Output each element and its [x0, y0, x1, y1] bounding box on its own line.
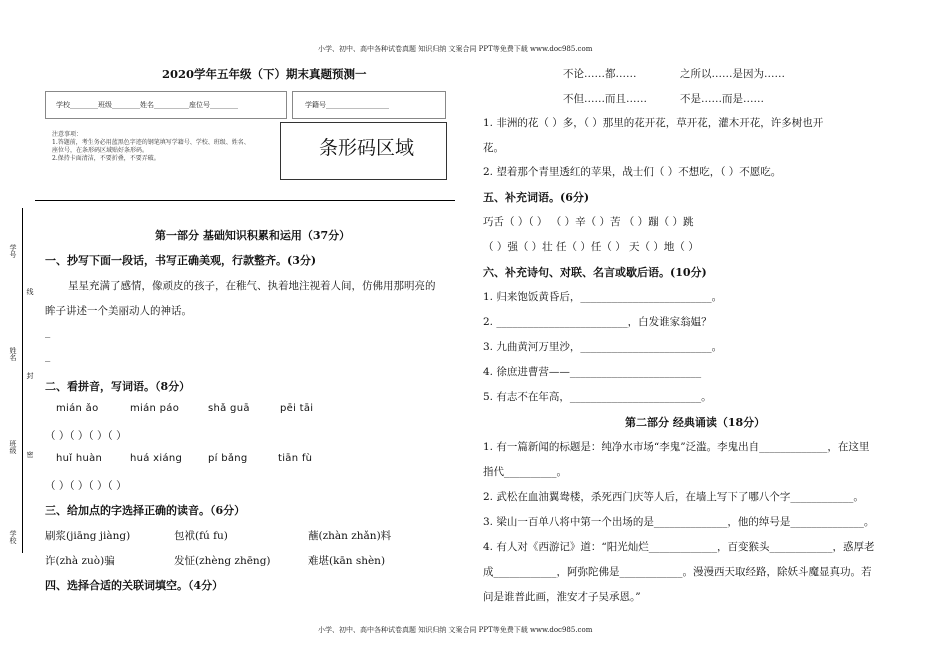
answer-line: _: [45, 350, 51, 362]
classic-question: 指代__________。: [483, 466, 567, 478]
classic-question: 2. 武松在血油翼鸯楼，杀死西门庆等人后，在墙上写下了哪八个字____________。: [483, 491, 864, 503]
binding-line: [22, 208, 23, 553]
barcode-label: 条形码区域: [319, 137, 415, 159]
barcode-area: [280, 122, 447, 180]
margin-label-banji: 班级: [9, 440, 17, 454]
pinyin: mián páo: [130, 403, 180, 414]
answer-line: _: [45, 326, 51, 338]
notes-title: 注意事项：: [52, 131, 83, 138]
fill-line: 2. _________________________，白发谁家翁媪？: [483, 316, 712, 328]
part1-heading: 第一部分 基础知识积累和运用（37分）: [155, 229, 351, 242]
margin-label-xian: 线: [26, 288, 34, 295]
notes-line: 2.保持卡面清洁，不要折叠，不要弄破。: [52, 155, 160, 162]
idiom-row: 巧舌（ ）（ ） （ ）辛（ ）苦 （ ）蹦（ ）跳: [483, 216, 694, 228]
margin-label-xingming: 姓名: [9, 347, 17, 361]
q1-heading: 一、抄写下面一段话，书写正确美观，行款整齐。(3分): [45, 254, 317, 267]
reading-option: 发怔(zhèng zhēng): [174, 555, 271, 567]
reading-option: 难堪(kān shèn): [308, 555, 386, 567]
classic-question: 3. 梁山一百单八将中第一个出场的是______________，他的绰号是______________。: [483, 516, 875, 528]
fill-line: 4. 徐庶进曹营——_________________________: [483, 366, 702, 378]
conjunction-option: 不论……都……: [563, 68, 637, 80]
q1-passage-line1: 星星充满了感情，像顽皮的孩子，在稚气、执着地注视着人间，仿佛用那明亮的: [68, 280, 436, 292]
student-info-text: 学校________班级________姓名__________座位号________: [56, 101, 238, 109]
q1-passage-line2: 眸子讲述一个美丽动人的神话。: [45, 305, 192, 317]
reading-option: 诈(zhà zuò)骗: [45, 555, 115, 567]
classic-question: 成____________，阿弥陀佛是____________。漫漫西天取经路，除妖斗魔显真功。若: [483, 566, 872, 578]
pinyin: pēi tāi: [280, 403, 314, 414]
header-banner: 小学、初中、高中各种试卷真题 知识归纳 文案合同 PPT等免费下载 www.doc985.com: [318, 45, 593, 53]
q5-heading: 五、补充词语。(6分): [483, 191, 590, 204]
q2-heading: 二、看拼音，写词语。（8分）: [45, 380, 191, 393]
margin-label-xuexiao: 学校: [9, 530, 17, 544]
sentence: 花。: [483, 142, 504, 154]
student-info-box: [45, 91, 287, 119]
notes-line: 座位号，在条形码区域贴好条形码。: [52, 147, 149, 154]
student-id-text: 学籍号__________________: [305, 101, 389, 109]
classic-question: 问是谁普此画，淮安才子吴承恩。”: [483, 591, 641, 603]
classic-question: 1. 有一篇新闻的标题是：纯净水市场“李鬼”泛滥。李鬼出自_____________，在这里: [483, 441, 870, 453]
idiom-row: （ ）强（ ）壮 任（ ）任（ ） 天（ ）地（ ）: [483, 241, 699, 253]
margin-label-mi: 密: [26, 451, 34, 458]
pinyin: huá xiáng: [130, 453, 183, 464]
answer-paren-row: （ ）（ ）（ ）（ ）: [45, 430, 127, 442]
reading-option: 刷浆(jiāng jiàng): [45, 530, 131, 542]
q3-heading: 三、给加点的字选择正确的读音。（6分）: [45, 504, 246, 517]
answer-paren-row: （ ）（ ）（ ）（ ）: [45, 480, 127, 492]
classic-question: 4. 有人对《西游记》道：“阳光灿烂_____________，百变猴头____________，惑厚老: [483, 541, 875, 553]
pinyin: tiān fù: [278, 453, 313, 464]
q4-heading: 四、选择合适的关联词填空。（4分）: [45, 579, 224, 592]
separator-line: [35, 200, 455, 201]
reading-option: 包袱(fú fu): [174, 530, 228, 542]
part2-heading: 第二部分 经典诵读（18分）: [625, 416, 766, 429]
page-title: 2020学年五年级（下）期末真题预测一: [162, 67, 367, 81]
conjunction-option: 之所以……是因为……: [680, 68, 785, 80]
margin-label-feng: 封: [26, 372, 34, 379]
reading-option: 蘸(zhàn zhǎn)料: [308, 530, 392, 542]
q6-heading: 六、补充诗句、对联、名言或歇后语。(10分): [483, 266, 707, 279]
notes: [52, 131, 250, 163]
pinyin: huǐ huàn: [56, 453, 103, 464]
conjunction-option: 不是……而是……: [680, 93, 764, 105]
conjunction-option: 不但……而且……: [563, 93, 647, 105]
student-id-box: [292, 91, 446, 119]
fill-line: 3. 九曲黄河万里沙，_________________________。: [483, 341, 723, 353]
notes-line: 1.答题前，考生务必用蓝黑色字迹的钢笔填写学籍号、学校、班级、姓名、: [52, 139, 250, 146]
pinyin: pí bǎng: [208, 453, 248, 464]
fill-line: 5. 有志不在年高，_________________________。: [483, 391, 712, 403]
margin-label-xuehao: 学号: [9, 244, 17, 258]
sentence: 1. 非洲的花（ ）多，（ ）那里的花开花，草开花，灌木开花，许多树也开: [483, 117, 824, 129]
fill-line: 1. 归来饱饭黄昏后，_________________________。: [483, 291, 723, 303]
footer-banner: 小学、初中、高中各种试卷真题 知识归纳 文案合同 PPT等免费下载 www.doc985.com: [318, 626, 593, 634]
pinyin: mián ǎo: [56, 403, 99, 414]
sentence: 2. 望着那个青里透红的苹果，战士们（ ）不想吃，（ ）不愿吃。: [483, 166, 782, 178]
pinyin: shǎ guā: [208, 403, 250, 414]
